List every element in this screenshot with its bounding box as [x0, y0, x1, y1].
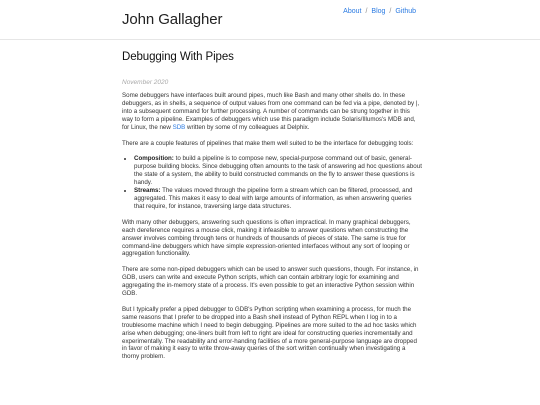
nav-separator: /	[389, 8, 392, 15]
list-item-streams	[134, 187, 422, 211]
nav-separator: /	[365, 8, 368, 15]
list-item-label: Composition:	[134, 155, 174, 163]
paragraph-text: Some debuggers have interfaces built around pipes, much like Bash and many other shells do. In these debuggers, as in shells, a sequence of output values from one command can be fed via a pipe, denoted by |, into a subsequent command for further processing. A number of commands can be strung together in this way to form a pipeline. Examples of debuggers which use this paradigm include Solaris/Illumos's MDB and, for Linux, the new	[122, 92, 420, 131]
paragraph-text: written by some of my colleagues at Delphix.	[185, 123, 310, 131]
site-nav	[343, 8, 416, 15]
sdb-link[interactable]: SDB	[172, 123, 186, 131]
list-item-label: Streams:	[134, 187, 161, 195]
nav-link-about[interactable]: About	[343, 8, 362, 15]
nav-link-blog[interactable]: Blog	[371, 8, 386, 15]
nav-link-github[interactable]: Github	[395, 8, 416, 15]
list-item-composition	[134, 155, 422, 187]
paragraph-non-piped: There are some non-piped debuggers which can be used to answer such questions, though. For instance, in GDB, users can write and execute Python scripts, which can contain arbitrary logic for examining and aggregating the in-memory state of a process. It's even possible to get an interactive Python session within GDB.	[122, 266, 419, 298]
post-content	[122, 92, 422, 361]
post-article	[122, 40, 422, 369]
site-header	[0, 0, 540, 40]
list-item-text: to build a pipeline is to compose new, special-purpose command out of basic, general-purpose building blocks. Since debugging often amounts to the task of answering ad hoc questions about the state of a system, the ability to build constructed commands on the fly to answer these questions is handy.	[134, 155, 422, 187]
paragraph-other-debuggers: With many other debuggers, answering such questions is often impractical. In many graphical debuggers, each dereference requires a mouse click, making it infeasible to answer questions when constructing the answer involves combing through tens or hundreds of thousands of pieces of state. The same is true for command-line debuggers which have simple expression-oriented interfaces without any sort of looping or aggregation functionality.	[122, 218, 411, 258]
post-date: November 2020	[122, 79, 169, 86]
features-list	[122, 155, 422, 210]
paragraph-intro	[122, 92, 422, 132]
paragraph-features: There are a couple features of pipelines that make them well suited to be the interface for debugging tools:	[122, 139, 414, 147]
post-title: Debugging With Pipes	[122, 51, 234, 63]
site-title[interactable]: John Gallagher	[122, 11, 223, 28]
list-item-text: The values moved through the pipeline form a stream which can be filtered, processed, and aggregated. This makes it easy to deal with large amounts of information, as when answering queries that require, for instance, traversing large data structures.	[134, 187, 413, 210]
paragraph-preference: But I typically prefer a piped debugger to GDB's Python scripting when examining a process, for much the same reasons that I prefer to be dropped into a Bash shell instead of Python REPL when I log in to a troublesome machine which I need to begin debugging. Pipelines are more suited to the ad hoc tasks which arise when debugging; one-liners built from left to right are ideal for constructing queries incrementally and experimentally. The readability and error-handing facilities of a more general-purpose language are dropped in favor of making it easy to write throw-away queries of the sort written continually when investigating a thorny problem.	[122, 305, 417, 361]
